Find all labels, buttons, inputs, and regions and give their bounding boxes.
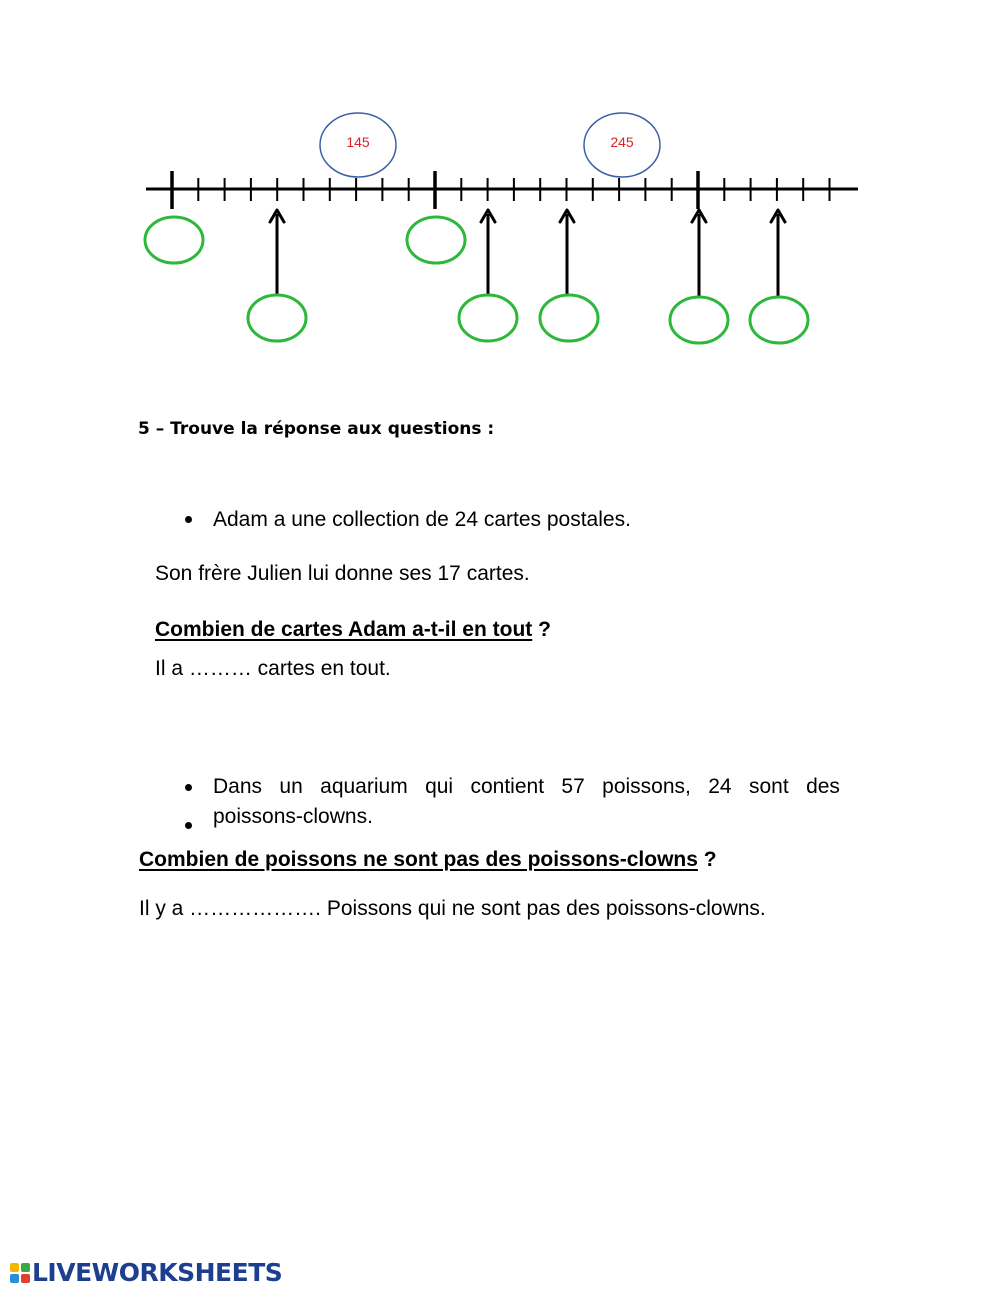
arrow-up-icon: [692, 210, 706, 296]
answer-circle[interactable]: [145, 217, 203, 263]
problem1-question: [155, 619, 551, 640]
logo-mark-icon: [10, 1263, 30, 1283]
statement-word: poissons,: [602, 775, 691, 798]
problem1-question-mark: ?: [532, 618, 551, 641]
problem2-answer-line[interactable]: Il y a ………………. Poissons qui ne sont pas des poissons-clowns.: [139, 897, 766, 920]
answer-circle[interactable]: [407, 217, 465, 263]
problem1-line2: Son frère Julien lui donne ses 17 cartes.: [155, 562, 530, 585]
answer-circle[interactable]: [248, 295, 306, 341]
statement-word: Dans: [213, 775, 263, 798]
answer-circle[interactable]: [540, 295, 598, 341]
label-bubble-245: [584, 113, 660, 177]
statement-word: aquarium: [320, 775, 408, 798]
statement-word: qui: [425, 775, 454, 798]
answer-circles: [145, 217, 808, 343]
problem2-question-text: Combien de poissons ne sont pas des poissons-clowns: [139, 848, 698, 871]
statement-word: contient: [470, 775, 545, 798]
bullet-icon: [185, 822, 192, 829]
bullet-icon: [185, 784, 192, 791]
arrow-up-icon: [560, 210, 574, 296]
statement-word: 24: [708, 775, 732, 798]
answer-circle[interactable]: [459, 295, 517, 341]
label-145: 145: [346, 134, 370, 150]
problem2-statement: [213, 776, 840, 797]
liveworksheets-logo: [10, 1260, 282, 1285]
statement-word: un: [279, 775, 303, 798]
number-line: [0, 0, 1000, 360]
arrow-up-icon: [270, 210, 284, 296]
statement-word: sont: [748, 775, 789, 798]
problem2-question: [139, 849, 717, 870]
arrow-up-icon: [771, 210, 785, 296]
answer-circle[interactable]: [670, 297, 728, 343]
statement-word: des: [806, 775, 840, 798]
number-line-ticks: [146, 171, 858, 209]
label-bubble-145: [320, 113, 396, 177]
label-245: 245: [610, 134, 634, 150]
section-title: 5 – Trouve la réponse aux questions :: [138, 419, 495, 439]
problem2-line2: poissons-clowns.: [213, 805, 373, 828]
bullet-icon: [185, 516, 192, 523]
problem1-answer-line[interactable]: Il a ……… cartes en tout.: [155, 657, 391, 680]
number-line-arrows: [270, 210, 785, 296]
statement-word: 57: [561, 775, 585, 798]
logo-text: LIVEWORKSHEETS: [32, 1258, 283, 1287]
problem2-question-mark: ?: [697, 848, 717, 871]
problem1-statement: Adam a une collection de 24 cartes postales.: [213, 508, 631, 531]
arrow-up-icon: [481, 210, 495, 296]
answer-circle[interactable]: [750, 297, 808, 343]
problem1-question-text: Combien de cartes Adam a-t-il en tout: [155, 618, 533, 641]
